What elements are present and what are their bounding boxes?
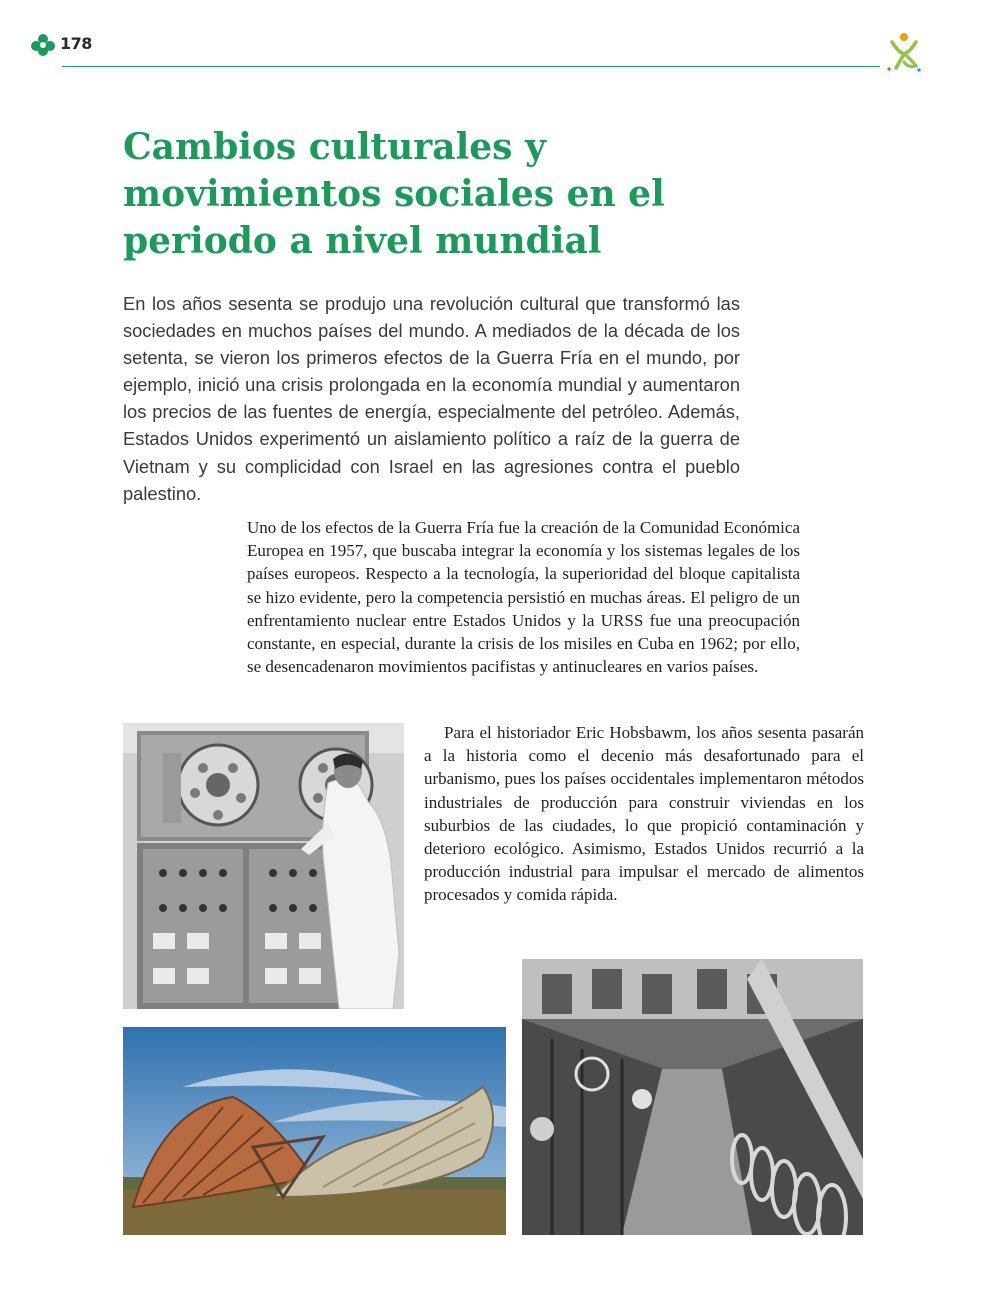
page-header — [0, 0, 986, 80]
clover-icon — [30, 32, 56, 58]
factory-assembly-line-photo — [522, 959, 863, 1235]
page-number: 178 — [60, 34, 92, 53]
urss-acronym: URSS — [600, 610, 644, 630]
cold-war-text-end: fue una preocupación constante, en especial, durante la crisis de los misiles en Cuba en 1962; por ello, se desencadenaron movimientos pacifistas y antinucleares en varios países. — [247, 610, 800, 677]
header-rule — [62, 66, 880, 67]
sprout-person-logo-icon — [882, 30, 926, 74]
computer-operator-photo — [123, 723, 404, 1009]
cold-war-text-start: Uno de los efectos de la Guerra Fría fue la creación de la Comunidad Económica Europea en 1957, que buscaba integrar la economía y los sistemas legales de los países europeos. Respecto a la tecnología, la superioridad del bloque capitalista se hizo evidente, pero la competencia persistió en muchas áreas. El peligro de un enfrentamiento nuclear entre Estados Unidos y la — [247, 518, 800, 630]
cold-war-paragraph — [247, 516, 800, 678]
hobsbawm-paragraph: Para el historiador Eric Hobsbawm, los años sesenta pasarán a la historia como el decenio más desafortunado para el urbanismo, pues los países occidentales implementaron métodos industriales de producción para construir viviendas en los suburbios de las ciudades, lo que propició contaminación y deterioro ecológico. Asimismo, Estados Unidos recurrió a la producción industrial para impulsar el mercado de alimentos procesados y comida rápida. — [424, 723, 864, 905]
intro-paragraph: En los años sesenta se produjo una revolución cultural que transformó las sociedades en muchos países del mundo. A mediados de la década de los setenta, se vieron los primeros efectos de la Guerra Fría en el mundo, por ejemplo, inició una crisis prolongada en la economía mundial y aumentaron los precios de las fuentes de energía, especialmente del petróleo. Además, Estados Unidos experimentó un aislamiento político a raíz de la guerra de Vietnam y su complicidad con Israel en las agresiones contra el pueblo palestino. — [123, 293, 740, 504]
page-title: Cambios culturales y movimientos sociales en el periodo a nivel mundial — [123, 126, 665, 262]
satellite-dishes-photo — [123, 1027, 506, 1235]
